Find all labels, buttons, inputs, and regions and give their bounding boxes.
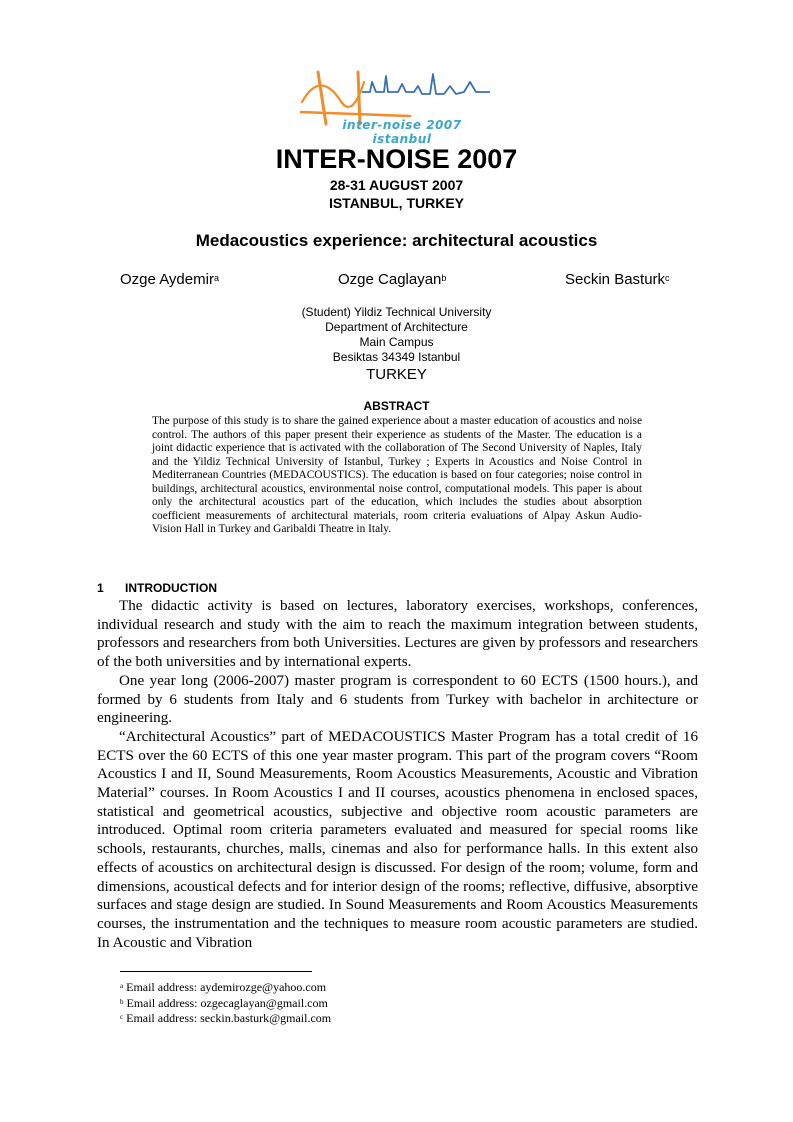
affiliation-country: TURKEY: [366, 366, 427, 383]
paragraph: “Architectural Acoustics” part of MEDACOUSTICS Master Program has a total credit of 16 ECTS over the 60 ECTS of this one year master program. This part of the program covers “Room Acoustics I and II, Sound Measurements, Room Acoustics Measurements, Acoustic and Vibration Material” courses. In Room Acoustics I and II courses, acoustics phenomena in enclosed spaces, statistical and geometrical acoustics, subjective and objective room acoustic parameters are introduced. Optimal room criteria parameters evaluated and measured for special rooms like schools, restaurants, churches, malls, cinemas and also for performance halls. In this extent also effects of acoustics on architectural design is discussed. For design of the room; volume, form and dimensions, acoustical defects and for interior design of the rooms; reflective, diffusive, absorptive surfaces and stage design are studied. In Sound Measurements and Room Acoustics Measurements courses, the instrumentation and the techniques to measure room acoustic parameters are studied. In Acoustic and Vibration: [97, 728, 698, 951]
bridge-icon: [300, 72, 410, 124]
author-2: [338, 270, 446, 290]
section-body: [97, 597, 698, 952]
conference-title: INTER-NOISE 2007: [275, 144, 518, 174]
author-name: Ozge Caglayan: [338, 271, 442, 288]
footnote-text: Email address: aydemirozge@yahoo.com: [126, 980, 327, 994]
section-title: INTRODUCTION: [125, 581, 217, 595]
section-heading: [97, 580, 217, 596]
footnote-mark: c: [120, 1013, 124, 1021]
paragraph: One year long (2006-2007) master program is correspondent to 60 ECTS (1500 hours.), and formed by 6 students from Italy and 6 students from Turkey with bachelor in architecture or engineering.: [97, 672, 698, 727]
author-3: [565, 270, 670, 290]
affiliation-line: Department of Architecture: [325, 320, 468, 334]
author-mark: a: [213, 273, 219, 283]
logo-caption: inter-noise 2007 istanbul: [342, 118, 462, 146]
section-number: 1: [97, 581, 104, 595]
affiliation-line: Main Campus: [359, 335, 434, 349]
author-name: Seckin Basturk: [565, 271, 666, 288]
footnote-mark: b: [120, 997, 124, 1006]
author-mark: c: [665, 273, 670, 283]
footnote: [120, 1011, 331, 1027]
paper-title: Medacoustics experience: architectural acoustics: [195, 231, 598, 250]
footnote-text: Email address: seckin.basturk@gmail.com: [126, 1011, 332, 1025]
affiliation-line: Besiktas 34349 Istanbul: [332, 350, 461, 364]
footnote: [120, 996, 331, 1012]
author-mark: b: [441, 273, 447, 283]
author-name: Ozge Aydemir: [120, 271, 214, 288]
skyline-icon: [362, 74, 490, 94]
affiliation-line: (Student) Yildiz Technical University: [301, 305, 492, 319]
affiliation: [0, 305, 793, 384]
footnotes: [120, 980, 331, 1027]
paragraph: The didactic activity is based on lectures, laboratory exercises, workshops, conferences, individual research and study with the aim to reach the maximum integration between students, professors and researchers from both Universities. Lectures are given by professors and researchers of the both universities and by international experts.: [97, 598, 698, 671]
conference-date: 28-31 AUGUST 2007: [329, 177, 464, 193]
abstract-text: The purpose of this study is to share the gained experience about a master education of acoustics and noise control. The authors of this paper present their experience as students of the Master. The education is a joint didactic experience that is activated with the collaboration of The Second University of Naples, Italy and the Yildiz Technical University of Istanbul, Turkey ; Experts in Acoustics and Noise Control in Mediterranean Countries (MEDACOUSTICS). The education is based on four categories; noise control in buildings, architectural acoustics, environmental noise control, computational models. This paper is about only the architectural acoustics part of the education, which includes the studies about absorption coefficient measurements of architectural materials, room criteria evaluations of Alpay Askun Audio-Vision Hall in Turkey and Garibaldi Theatre in Italy.: [152, 415, 642, 535]
conference-place: ISTANBUL, TURKEY: [328, 195, 465, 211]
footnote-mark: a: [120, 982, 124, 990]
footnote-text: Email address: ozgecaglayan@gmail.com: [126, 995, 328, 1010]
footnote-divider: [120, 971, 312, 972]
author-1: [120, 270, 219, 290]
footnote: [120, 980, 331, 996]
abstract-heading: ABSTRACT: [363, 399, 430, 413]
